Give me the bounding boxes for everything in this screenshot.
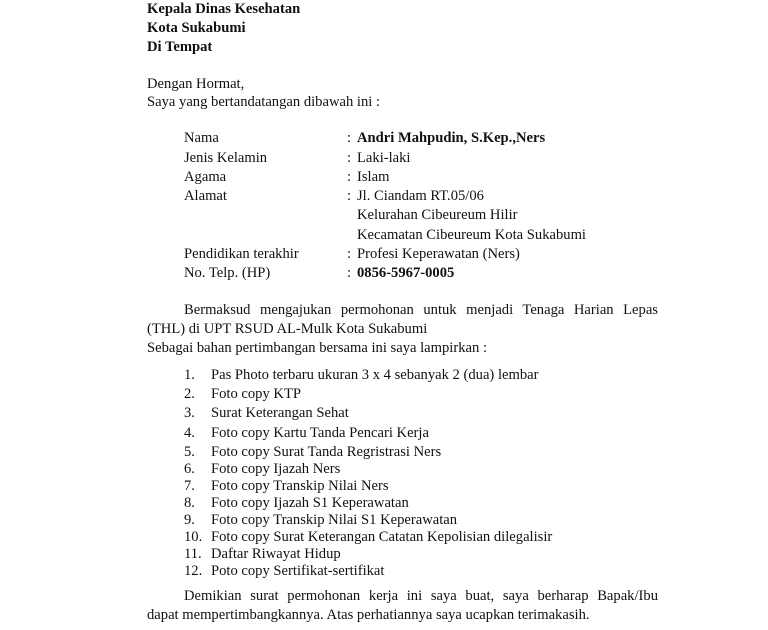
purpose-line-1: Bermaksud mengajukan permohonan untuk menjadi Tenaga Harian Lepas — [184, 302, 658, 318]
field-colon: : — [347, 150, 352, 166]
attachment-item: Foto copy Ijazah S1 Keperawatan — [211, 495, 409, 511]
attachment-item: Foto copy Surat Tanda Regristrasi Ners — [211, 444, 442, 460]
attachment-number: 7. — [184, 478, 195, 494]
field-colon: : — [347, 188, 352, 204]
closing-line-1: Demikian surat permohonan kerja ini saya buat, saya berharap Bapak/Ibu — [184, 588, 658, 604]
field-label-jenis-kelamin: Jenis Kelamin — [184, 150, 268, 166]
attachments-intro: Sebagai bahan pertimbangan bersama ini saya lampirkan : — [147, 340, 487, 356]
attachment-item: Foto copy Surat Keterangan Catatan Kepolisian dilegalisir — [211, 529, 553, 545]
attachment-item: Poto copy Sertifikat-sertifikat — [211, 563, 385, 579]
recipient-line-2: Kota Sukabumi — [147, 20, 246, 36]
attachment-item: Daftar Riwayat Hidup — [211, 546, 341, 562]
field-label-telp: No. Telp. (HP) — [184, 265, 271, 281]
field-value-alamat-1: Jl. Ciandam RT.05/06 — [357, 188, 484, 204]
field-label-nama: Nama — [184, 130, 219, 146]
attachment-number: 8. — [184, 495, 195, 511]
attachment-item: Foto copy KTP — [211, 386, 301, 402]
field-value-alamat-3: Kecamatan Cibeureum Kota Sukabumi — [357, 227, 586, 243]
field-colon: : — [347, 169, 352, 185]
purpose-line-2: (THL) di UPT RSUD AL-Mulk Kota Sukabumi — [147, 321, 428, 337]
attachment-number: 4. — [184, 425, 195, 441]
greeting: Dengan Hormat, — [147, 76, 245, 92]
field-label-pendidikan: Pendidikan terakhir — [184, 246, 299, 262]
field-colon: : — [347, 130, 352, 146]
attachment-number: 9. — [184, 512, 195, 528]
field-label-alamat: Alamat — [184, 188, 227, 204]
recipient-line-1: Kepala Dinas Kesehatan — [147, 1, 301, 17]
attachment-item: Surat Keterangan Sehat — [211, 405, 349, 421]
field-value-nama: Andri Mahpudin, S.Kep.,Ners — [357, 130, 546, 146]
attachment-number: 5. — [184, 444, 195, 460]
field-value-pendidikan: Profesi Keperawatan (Ners) — [357, 246, 520, 262]
field-colon: : — [347, 265, 352, 281]
intro-text: Saya yang bertandatangan dibawah ini : — [147, 94, 381, 110]
attachment-item: Foto copy Kartu Tanda Pencari Kerja — [211, 425, 429, 441]
attachment-number: 2. — [184, 386, 195, 402]
recipient-line-3: Di Tempat — [147, 39, 213, 55]
field-label-agama: Agama — [184, 169, 227, 185]
attachment-item: Foto copy Ijazah Ners — [211, 461, 341, 477]
closing-line-2: dapat mempertimbangkannya. Atas perhatiannya saya ucapkan terimakasih. — [147, 607, 590, 623]
attachment-number: 12. — [184, 563, 203, 579]
attachment-item: Foto copy Transkip Nilai S1 Keperawatan — [211, 512, 458, 528]
attachment-number: 11. — [184, 546, 202, 562]
field-colon: : — [347, 246, 352, 262]
field-value-alamat-2: Kelurahan Cibeureum Hilir — [357, 207, 518, 223]
attachment-item: Foto copy Transkip Nilai Ners — [211, 478, 389, 494]
field-value-telp: 0856-5967-0005 — [357, 265, 455, 281]
field-value-jenis-kelamin: Laki-laki — [357, 150, 411, 166]
attachment-number: 3. — [184, 405, 195, 421]
attachment-item: Pas Photo terbaru ukuran 3 x 4 sebanyak 2 (dua) lembar — [211, 367, 539, 383]
field-value-agama: Islam — [357, 169, 390, 185]
attachment-number: 6. — [184, 461, 195, 477]
attachment-number: 1. — [184, 367, 195, 383]
attachment-number: 10. — [184, 529, 203, 545]
